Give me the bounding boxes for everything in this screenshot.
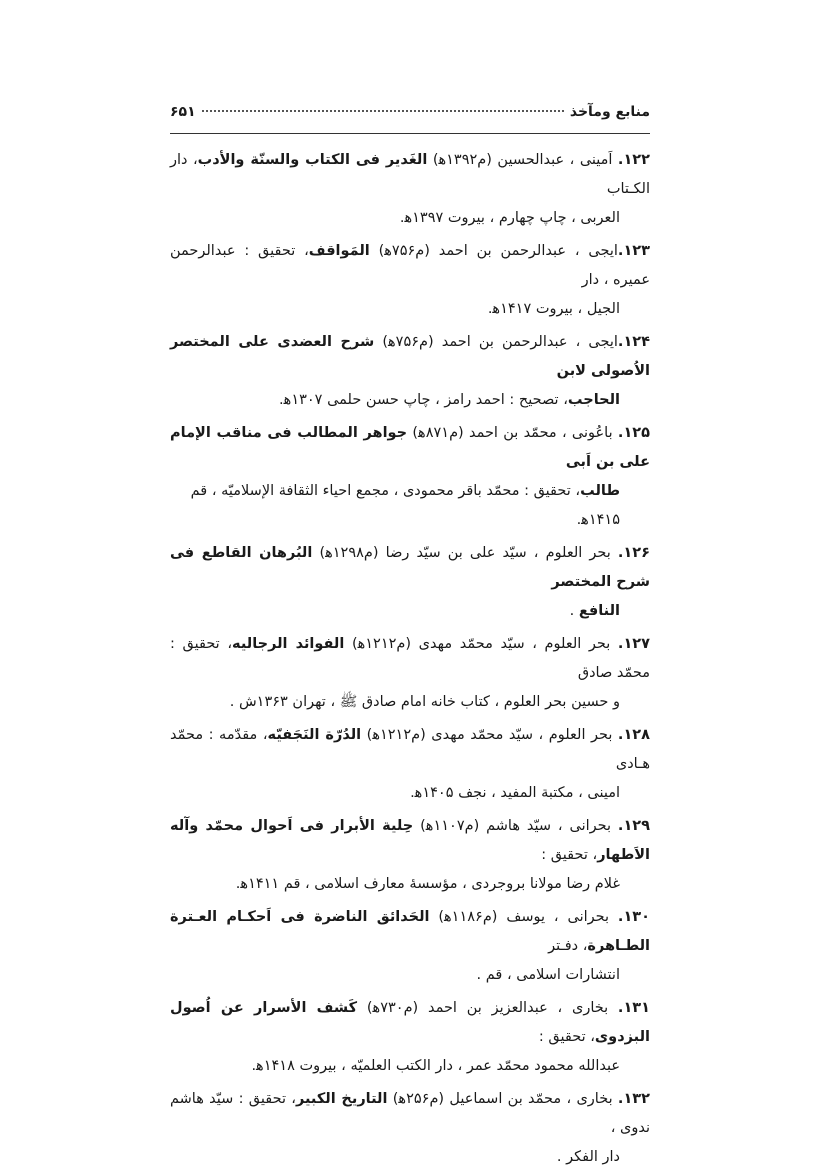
entry-number: ۱۲۴. bbox=[617, 334, 650, 350]
entry-title: الغَدیر فی الکتاب والسنّة والأدب bbox=[197, 152, 428, 168]
reference-entry bbox=[170, 539, 650, 626]
running-header bbox=[170, 104, 650, 120]
entry-details: دار الفکر . bbox=[556, 1149, 620, 1165]
entry-publication: ، تحقیق : bbox=[541, 847, 598, 863]
entry-author: بحرانی ، یوسف (م۱۱۸۶ﻫ) bbox=[429, 909, 618, 925]
entry-author: بحر العلوم ، سیّد علی بن سیّد رضا (م۱۲۹۸ﻫ) bbox=[312, 545, 618, 561]
entry-title: الدُرّة النَجَفیّه bbox=[267, 727, 362, 743]
entry-continuation bbox=[170, 1052, 650, 1081]
entry-continuation bbox=[170, 477, 650, 506]
entry-details: ، تصحیح : احمد رامز ، چاپ حسن حلمی ۱۳۰۷ﻫ. bbox=[279, 392, 568, 408]
dot-leader bbox=[202, 110, 564, 112]
entry-publication: ، تحقیق : bbox=[538, 1029, 595, 1045]
entry-title-continued: النافع bbox=[578, 603, 620, 619]
entry-first-line bbox=[170, 721, 650, 779]
entry-first-line bbox=[170, 237, 650, 295]
entry-title: کَشف الأسرار عن اُصول البزدوی bbox=[170, 1000, 650, 1045]
entry-continuation bbox=[170, 779, 650, 808]
entry-continuation bbox=[170, 688, 650, 717]
reference-entry bbox=[170, 146, 650, 233]
section-title: منابع ومآخذ bbox=[569, 104, 650, 120]
entry-number: ۱۲۷. bbox=[617, 636, 650, 652]
entry-publication: ، تحقیق : سیّد هاشم ندوی ، bbox=[170, 1091, 650, 1136]
entry-publication: ، تحقیق : عبدالرحمن عمیره ، دار bbox=[170, 243, 650, 288]
entry-first-line bbox=[170, 1085, 650, 1143]
entry-details: . bbox=[569, 603, 579, 619]
entry-continuation-2: ۱۴۱۵ﻫ. bbox=[576, 512, 620, 528]
entry-details: الجیل ، بیروت ۱۴۱۷ﻫ. bbox=[487, 301, 620, 317]
entry-title: جواهر المطالب فی مناقب الإمام علی بن اَبی bbox=[170, 425, 650, 470]
entry-continuation bbox=[170, 870, 650, 899]
entry-publication: ، دفـتر bbox=[548, 938, 588, 954]
entry-title: المَواقف bbox=[308, 243, 370, 259]
entry-title-continued: طالب bbox=[580, 483, 620, 499]
reference-entry bbox=[170, 419, 650, 535]
entry-number: ۱۲۵. bbox=[617, 425, 650, 441]
entry-author: باعُونی ، محمّد بن احمد (م۸۷۱ﻫ) bbox=[407, 425, 618, 441]
entry-continuation bbox=[170, 295, 650, 324]
entry-continuation bbox=[170, 961, 650, 990]
entry-number: ۱۳۱. bbox=[617, 1000, 650, 1016]
entry-number: ۱۲۸. bbox=[617, 727, 650, 743]
entry-details: و حسین بحر العلوم ، کتاب خانه امام صادق ﷺ ، تهران ۱۳۶۳ش . bbox=[229, 694, 620, 710]
entry-publication: ، دار الکـتاب bbox=[170, 152, 650, 197]
entry-continuation bbox=[170, 204, 650, 233]
entry-number: ۱۲۶. bbox=[617, 545, 650, 561]
entry-first-line bbox=[170, 328, 650, 386]
entry-details: امینی ، مکتبة المفید ، نجف ۱۴۰۵ﻫ. bbox=[410, 785, 620, 801]
reference-entry bbox=[170, 328, 650, 415]
reference-entry bbox=[170, 812, 650, 899]
entry-author: ایجی ، عبدالرحمن بن احمد (م۷۵۶ﻫ) bbox=[369, 243, 618, 259]
reference-entry bbox=[170, 1085, 650, 1172]
entry-author: بحر العلوم ، سیّد محمّد مهدی (م۱۲۱۲ﻫ) bbox=[361, 727, 618, 743]
entry-first-line bbox=[170, 630, 650, 688]
entry-author: بحر العلوم ، سیّد محمّد مهدی (م۱۲۱۲ﻫ) bbox=[344, 636, 618, 652]
entry-first-line bbox=[170, 539, 650, 597]
entry-author: اَمینی ، عبدالحسین (م۱۳۹۲ﻫ) bbox=[427, 152, 618, 168]
entry-title: البُرهان القاطع فی شرح المختصر bbox=[170, 545, 650, 590]
entry-publication: ، مقدّمه : محمّد هـادی bbox=[170, 727, 650, 772]
reference-entry bbox=[170, 903, 650, 990]
entry-details: ، تحقیق : محمّد باقر محمودی ، مجمع احیاء الثقافة الإسلامیّه ، قم bbox=[190, 483, 581, 499]
reference-entry bbox=[170, 994, 650, 1081]
entry-first-line bbox=[170, 994, 650, 1052]
reference-entry bbox=[170, 721, 650, 808]
entry-publication: ، تحقیق : محمّد صادق bbox=[170, 636, 650, 681]
entry-number: ۱۳۲. bbox=[617, 1091, 650, 1107]
reference-list bbox=[170, 146, 650, 1176]
entry-title: الحَدائق الناضرة فی اَحکـام العـترة الطـاهرة bbox=[170, 909, 650, 954]
entry-title: حِلیة الأبرار فی اَحوال محمّد وآله الاَطهار bbox=[170, 818, 650, 863]
entry-details: العربی ، چاپ چهارم ، بیروت ۱۳۹۷ﻫ. bbox=[399, 210, 620, 226]
entry-title: شرح العضدی علی المختصر الاُصولی لابن bbox=[170, 334, 650, 379]
entry-details: عبدالله محمود محمّد عمر ، دار الکتب العلمیّه ، بیروت ۱۴۱۸ﻫ. bbox=[251, 1058, 620, 1074]
entry-first-line bbox=[170, 903, 650, 961]
entry-first-line bbox=[170, 146, 650, 204]
entry-details: غلام رضا مولانا بروجردی ، مؤسسهٔ معارف اسلامی ، قم ۱۴۱۱ﻫ. bbox=[235, 876, 620, 892]
entry-author: بخاری ، محمّد بن اسماعیل (م۲۵۶ﻫ) bbox=[387, 1091, 618, 1107]
header-rule bbox=[170, 133, 650, 134]
entry-title: الفوائد الرجالیه bbox=[232, 636, 345, 652]
entry-continuation bbox=[170, 1143, 650, 1172]
entry-number: ۱۲۹. bbox=[617, 818, 650, 834]
entry-number: ۱۲۳. bbox=[617, 243, 650, 259]
entry-author: بحرانی ، سیّد هاشم (م۱۱۰۷ﻫ) bbox=[413, 818, 618, 834]
entry-title: التاریخ الکبیر bbox=[295, 1091, 388, 1107]
entry-title-continued: الحاجب bbox=[567, 392, 620, 408]
entry-author: بخاری ، عبدالعزیز بن احمد (م۷۳۰ﻫ) bbox=[357, 1000, 618, 1016]
page-number: ۶۵۱ bbox=[170, 104, 196, 120]
reference-entry bbox=[170, 630, 650, 717]
reference-entry bbox=[170, 237, 650, 324]
entry-continuation bbox=[170, 386, 650, 415]
entry-number: ۱۲۲. bbox=[617, 152, 650, 168]
entry-first-line bbox=[170, 419, 650, 477]
entry-first-line bbox=[170, 812, 650, 870]
entry-author: ایجی ، عبدالرحمن بن احمد (م۷۵۶ﻫ) bbox=[374, 334, 618, 350]
entry-continuation bbox=[170, 597, 650, 626]
entry-details: انتشارات اسلامی ، قم . bbox=[476, 967, 620, 983]
entry-number: ۱۳۰. bbox=[617, 909, 650, 925]
